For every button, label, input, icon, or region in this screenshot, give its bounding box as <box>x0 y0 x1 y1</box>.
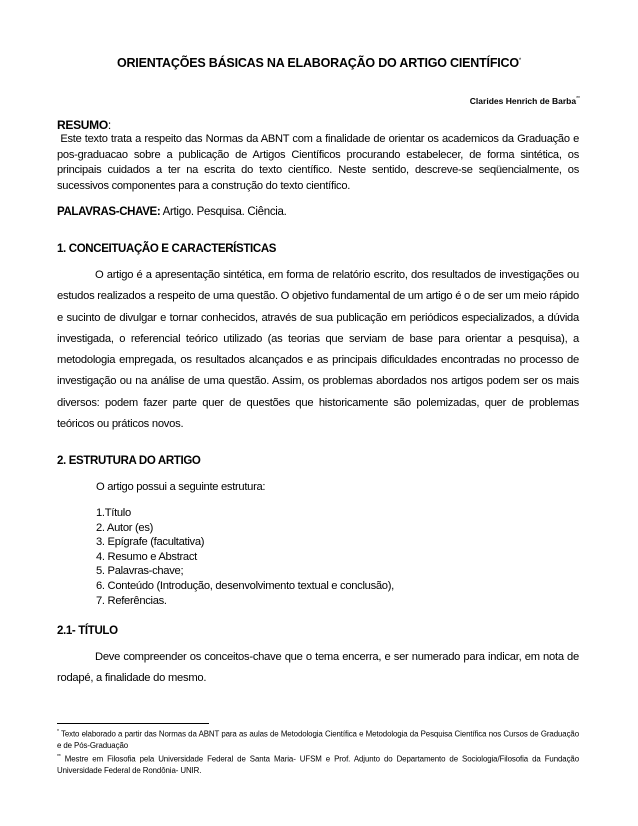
section-1-text: O artigo é a apresentação sintética, em forma de relatório escrito, dos resultados de investigações ou estudos realizados a respeito de uma questão. O objetivo fundamental de um artigo é o de ser um meio rápido e sucinto de divulgar e tornar conhecidos, através de sua publicação em periódicos especializados, a dúvida investigada, o referencial teórico utilizado (as teorias que serviam de base para orientar a pesquisa), a metodologia empregada, os resultados alcançados e as principais dificuldades encontradas no processo de investigação ou na análise de uma questão. Assim, os problemas abordados nos artigos podem ser os mais diversos: podem fazer parte quer de questões que historicamente são polemizadas, quer de problemas teóricos ou práticos novos. <box>57 269 579 431</box>
section-2-1-text: Deve compreender os conceitos-chave que o tema encerra, e ser numerado para indicar, em nota de rodapé, a finalidade do mesmo. <box>57 651 579 685</box>
list-item: 5. Palavras-chave; <box>96 565 184 578</box>
keywords-label: PALAVRAS-CHAVE: <box>57 206 161 218</box>
section-1-paragraph <box>57 265 579 435</box>
title-text: ORIENTAÇÕES BÁSICAS NA ELABORAÇÃO DO ARTIGO CIENTÍFICO <box>116 56 519 70</box>
section-2-heading: 2. ESTRUTURA DO ARTIGO <box>57 455 201 467</box>
footnote-1 <box>57 727 579 752</box>
footnote-1-text: Texto elaborado a partir das Normas da ABNT para as aulas de Metodologia Científica e Metodologia da Pesquisa Científica nos Cursos de Graduação e de Pós-Graduação <box>57 729 579 751</box>
resumo-label-text: RESUMO <box>57 118 108 132</box>
keywords-text: Artigo. Pesquisa. Ciência. <box>162 206 287 218</box>
resumo-text: Este texto trata a respeito das Normas da ABNT com a finalidade de orientar os academicos da Graduação e pos-graduacao sobre a publicação de Artigos Científicos procurando estabelecer, de forma sintética, os principais cuidados a ter na escrita do texto científico. Neste sentido, descreve-se seqüencialmente, os sucessivos componentes para a construção do texto científico. <box>57 133 579 192</box>
list-item: 7. Referências. <box>96 594 167 607</box>
section-2-1-paragraph <box>57 647 579 690</box>
author-footnote-mark: ** <box>576 96 580 103</box>
list-item: 1.Título <box>96 507 131 519</box>
section-2-1-heading: 2.1- TÍTULO <box>57 625 118 637</box>
section-1-heading: 1. CONCEITUAÇÃO E CARACTERÍSTICAS <box>57 243 277 255</box>
structure-list <box>96 506 394 608</box>
footnote-2 <box>57 752 579 777</box>
footnote-2-text: Mestre em Filosofia pela Universidade Federal de Santa Maria- UFSM e Prof. Adjunto do Departamento de Sociologia/Filosofia da Fundação Universidade Federal de Rondônia- UNIR. <box>57 754 579 776</box>
author-name <box>470 96 580 106</box>
list-item: 3. Epígrafe (facultativa) <box>96 536 205 549</box>
resumo-paragraph <box>57 132 579 194</box>
resumo-colon: : <box>107 118 111 132</box>
list-item: 4. Resumo e Abstract <box>96 550 197 563</box>
resumo-heading <box>57 118 111 132</box>
document-title <box>0 56 638 70</box>
structure-intro: O artigo possui a seguinte estrutura: <box>96 481 266 493</box>
author-text: Clarides Henrich de Barba <box>469 96 577 106</box>
list-item: 2. Autor (es) <box>96 521 154 534</box>
title-footnote-mark: * <box>518 57 522 64</box>
footnote-1-mark: * <box>57 729 59 735</box>
list-item: 6. Conteúdo (Introdução, desenvolvimento textual e conclusão), <box>96 579 394 592</box>
footnote-2-mark: ** <box>57 754 61 760</box>
footnote-divider <box>57 723 209 724</box>
keywords-line <box>57 206 579 218</box>
